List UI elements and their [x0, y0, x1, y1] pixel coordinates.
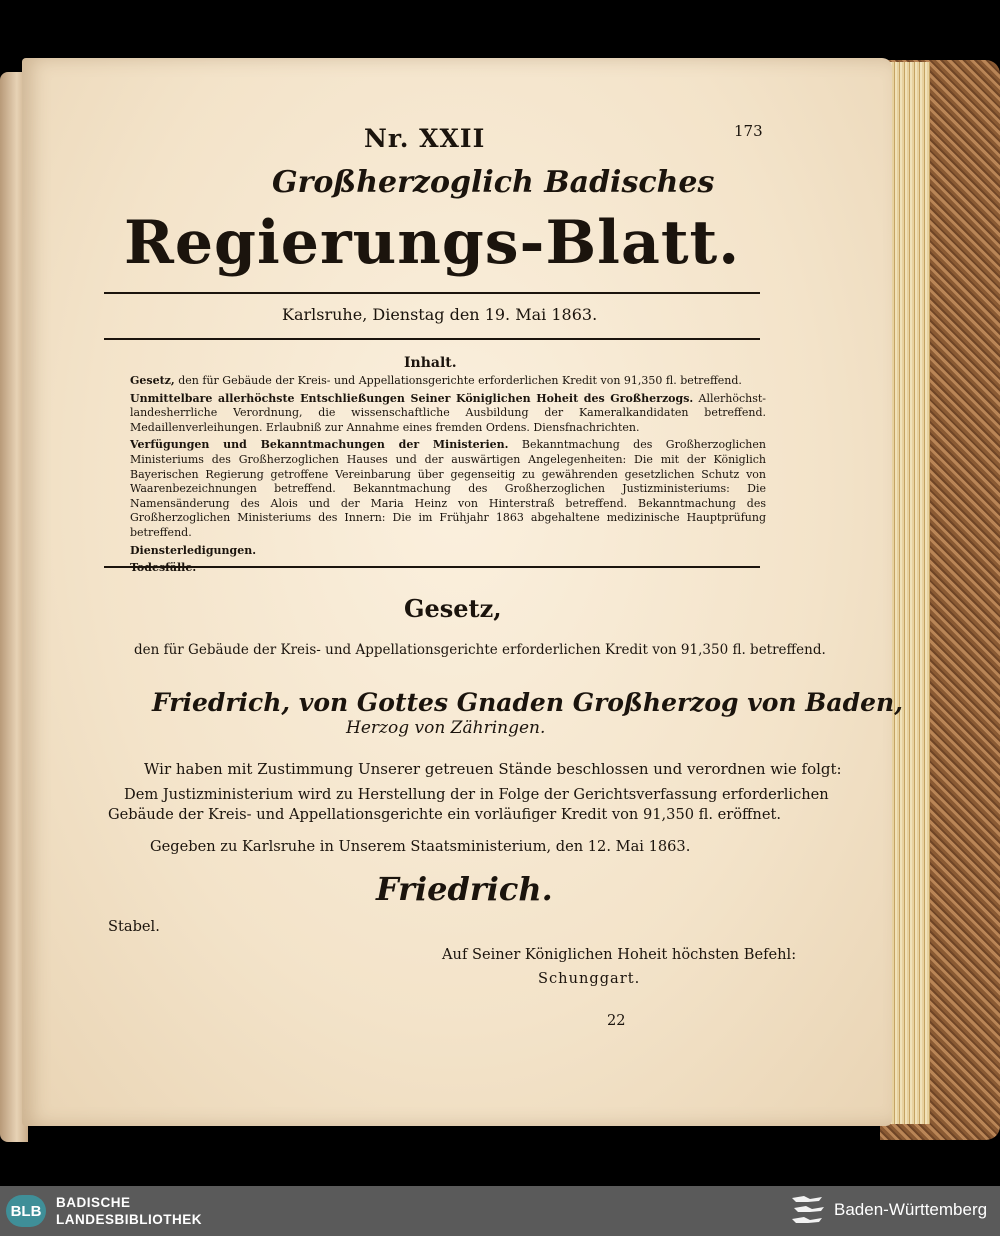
toc-item-text: Bekanntmachung des Großherzoglichen Ministeriums des Großherzoglichen Hauses und der auswärtigen Angelegenheiten: Die mit der Königlich Bayerischen Regierung getroffene Vereinbarung über gegenseitig zu gewährenden gesetzlichen Schutz von Waarenbezeichnungen betreffend. Bekanntmachung des Großherzoglichen Justizministeriums: Die Namensänderung des Alois und der Maria Heinz von Hinterstraß betreffend. Bekanntmachung des Großherzoglichen Ministeriums des Innern: Die im Frühjahr 1863 abgehaltene medizinische Hauptprüfung betreffend.	[130, 438, 766, 539]
state-name[interactable]: Baden-Württemberg	[834, 1200, 988, 1219]
contents-heading: Inhalt.	[404, 355, 457, 371]
toc-item-head: Gesetz,	[130, 374, 175, 387]
toc-item	[108, 544, 766, 559]
ruler-title: Herzog von Zähringen.	[346, 718, 546, 738]
ruler-name: Friedrich, von Gottes Gnaden Großherzog von Baden,	[152, 688, 903, 717]
issue-number: Nr. XXII	[364, 124, 486, 153]
masthead-title: Regierungs-Blatt.	[124, 208, 741, 278]
rule-under-date	[104, 338, 760, 340]
footer-bar	[0, 1186, 1000, 1236]
library-name-line-1: BADISCHE	[56, 1195, 131, 1210]
law-subheading: den für Gebäude der Kreis- und Appellationsgerichte erforderlichen Kredit von 91,350 fl. betreffend.	[134, 642, 826, 658]
law-preamble: Wir haben mit Zustimmung Unserer getreuen Stände beschlossen und verordnen wie folgt:	[144, 760, 842, 778]
cosignature: Stabel.	[108, 918, 160, 935]
table-of-contents	[108, 374, 766, 579]
toc-item	[108, 374, 766, 389]
toc-item	[108, 392, 766, 436]
rule-under-contents	[104, 566, 760, 568]
command-line: Auf Seiner Königlichen Hoheit höchsten Befehl:	[442, 946, 797, 963]
library-name[interactable]	[56, 1194, 202, 1228]
sheet-number: 22	[607, 1012, 626, 1029]
law-article-line-2: Gebäude der Kreis- und Appellationsgerichte ein vorläufiger Kredit von 91,350 fl. eröffnet.	[108, 806, 781, 823]
toc-item	[108, 561, 766, 576]
law-heading: Gesetz,	[404, 594, 502, 623]
signature: Friedrich.	[376, 870, 553, 908]
page-number: 173	[734, 122, 763, 140]
rule-top	[104, 292, 760, 294]
library-name-line-2: LANDESBIBLIOTHEK	[56, 1212, 202, 1227]
dateline: Karlsruhe, Dienstag den 19. Mai 1863.	[282, 305, 598, 324]
toc-item-head: Diensterledigungen.	[130, 543, 257, 557]
toc-item	[108, 438, 766, 540]
law-given: Gegeben zu Karlsruhe in Unserem Staatsministerium, den 12. Mai 1863.	[150, 838, 691, 855]
toc-item-text: Allerhöchst-landesherrliche Verordnung, die wissenschaftliche Ausbildung der Kameralkandidaten betreffend. Medaillenverleihungen. Erlaubniß zur Annahme eines fremden Ordens. Diensfnachrichten.	[130, 391, 767, 434]
law-article-line-1: Dem Justizministerium wird zu Herstellung der in Folge der Gerichtsverfassung erforderlichen	[124, 786, 829, 803]
coat-of-arms-icon	[788, 1192, 828, 1230]
secretary-name: Schunggart.	[538, 970, 641, 987]
toc-item-head: Unmittelbare allerhöchste Entschließungen Seiner Königlichen Hoheit des Großherzogs.	[130, 391, 694, 405]
toc-item-head: Verfügungen und Bekanntmachungen der Ministerien.	[130, 438, 509, 452]
masthead-supertitle: Großherzoglich Badisches	[272, 165, 715, 200]
blb-logo[interactable]: BLB	[6, 1195, 46, 1227]
toc-item-text: den für Gebäude der Kreis- und Appellationsgerichte erforderlichen Kredit von 91,350 fl. betreffend.	[174, 374, 742, 387]
toc-item-head: Todesfälle.	[130, 561, 197, 575]
